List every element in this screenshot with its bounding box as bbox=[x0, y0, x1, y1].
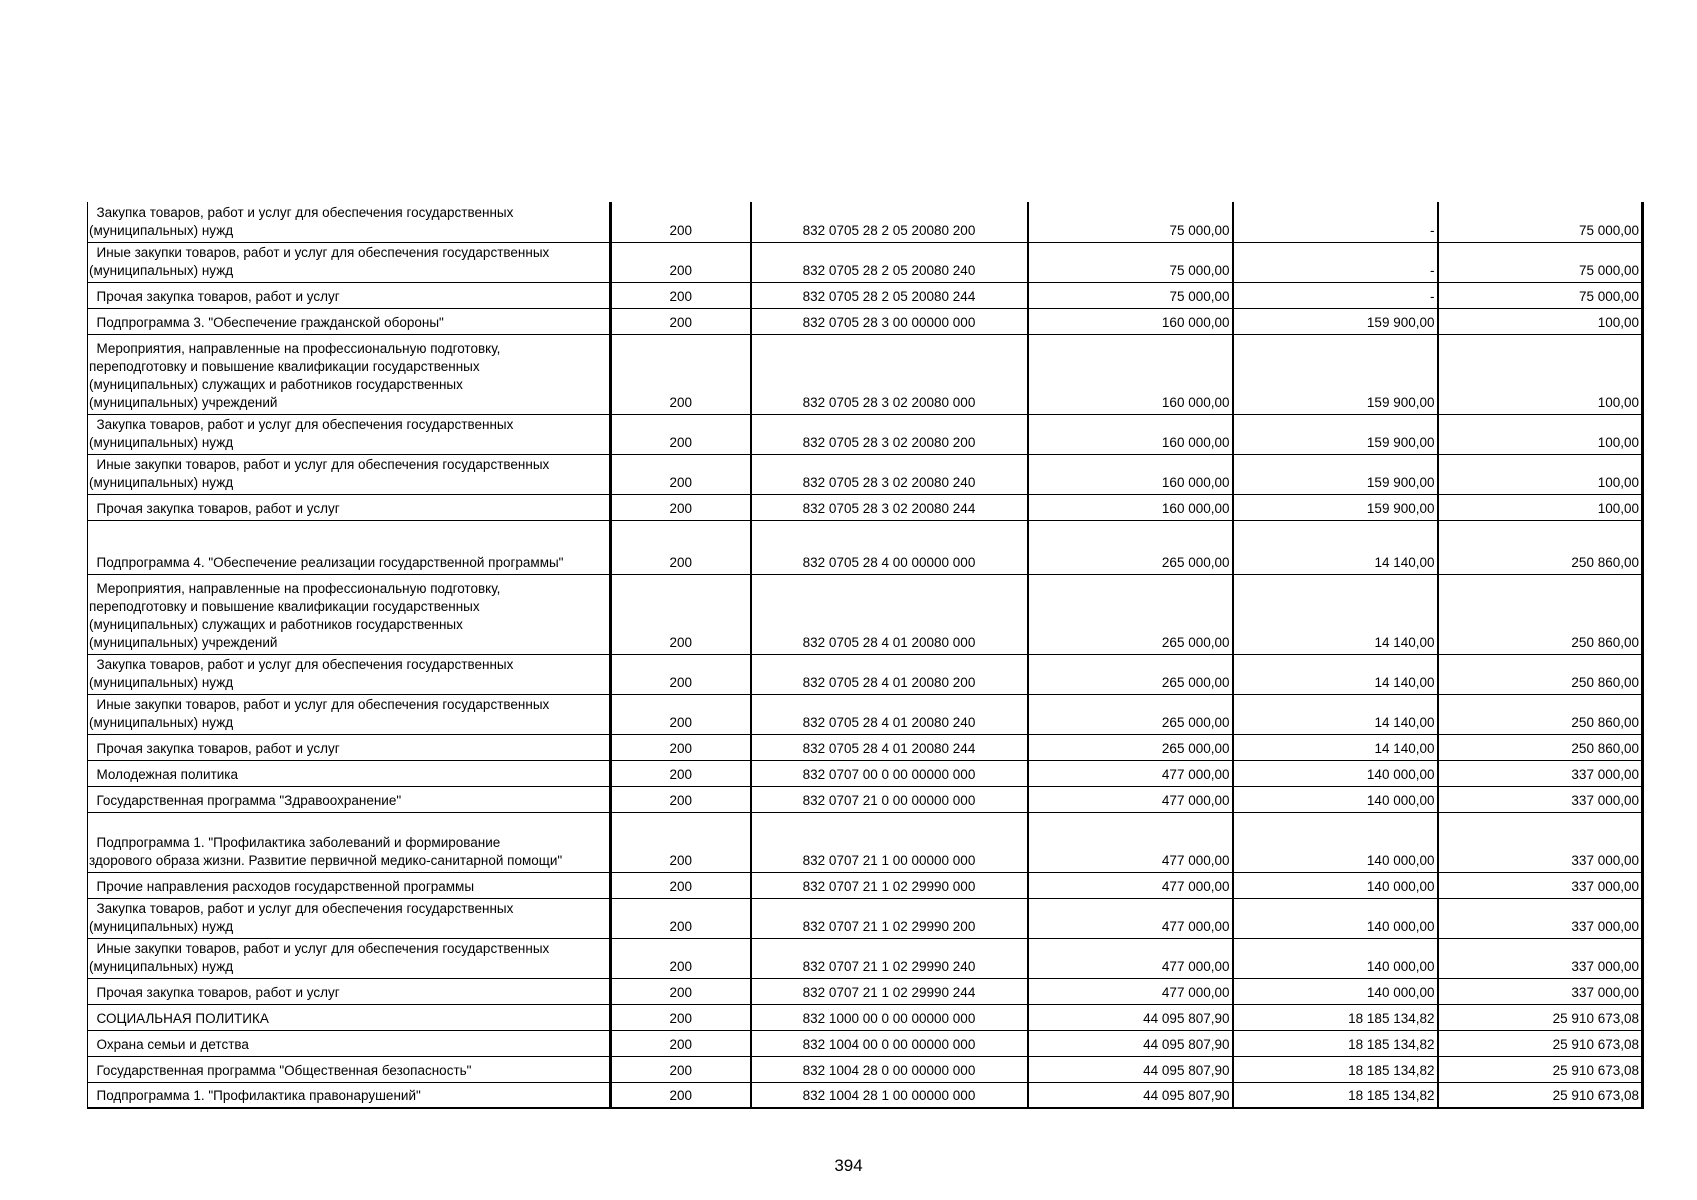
classification-code-cell: 832 0707 21 1 00 00000 000 bbox=[751, 812, 1028, 872]
approved-amount-cell: 477 000,00 bbox=[1028, 760, 1233, 786]
line-code-cell: 200 bbox=[611, 520, 751, 574]
expense-name-cell bbox=[88, 872, 611, 898]
table-row bbox=[88, 334, 1643, 414]
line-code-cell: 200 bbox=[611, 786, 751, 812]
line-code-cell: 200 bbox=[611, 282, 751, 308]
table-row bbox=[88, 1056, 1643, 1082]
executed-amount-cell: 140 000,00 bbox=[1233, 786, 1438, 812]
table-row bbox=[88, 1082, 1643, 1108]
classification-code-cell: 832 0705 28 4 01 20080 000 bbox=[751, 574, 1028, 654]
line-code-cell: 200 bbox=[611, 1056, 751, 1082]
remaining-amount-cell: 337 000,00 bbox=[1438, 760, 1643, 786]
approved-amount-cell: 477 000,00 bbox=[1028, 898, 1233, 938]
remaining-amount-cell: 337 000,00 bbox=[1438, 872, 1643, 898]
executed-amount-cell: 140 000,00 bbox=[1233, 760, 1438, 786]
classification-code-cell: 832 0705 28 3 02 20080 240 bbox=[751, 454, 1028, 494]
approved-amount-cell: 75 000,00 bbox=[1028, 282, 1233, 308]
expense-name-cell bbox=[88, 202, 611, 242]
expense-name-cell bbox=[88, 494, 611, 520]
executed-amount-cell: 140 000,00 bbox=[1233, 978, 1438, 1004]
approved-amount-cell: 265 000,00 bbox=[1028, 574, 1233, 654]
expense-name-text: Государственная программа "Общественная безопасность" bbox=[89, 1062, 472, 1078]
executed-amount-cell: 140 000,00 bbox=[1233, 938, 1438, 978]
executed-amount-cell: 159 900,00 bbox=[1233, 494, 1438, 520]
remaining-amount-cell: 337 000,00 bbox=[1438, 978, 1643, 1004]
expense-name-text: Охрана семьи и детства bbox=[89, 1036, 249, 1052]
expense-name-cell bbox=[88, 938, 611, 978]
approved-amount-cell: 265 000,00 bbox=[1028, 654, 1233, 694]
expense-name-cell bbox=[88, 308, 611, 334]
expense-name-cell bbox=[88, 786, 611, 812]
remaining-amount-cell: 250 860,00 bbox=[1438, 520, 1643, 574]
approved-amount-cell: 44 095 807,90 bbox=[1028, 1082, 1233, 1108]
expense-name-text: СОЦИАЛЬНАЯ ПОЛИТИКА bbox=[89, 1010, 269, 1026]
table-row bbox=[88, 414, 1643, 454]
expense-name-cell bbox=[88, 760, 611, 786]
table-row bbox=[88, 454, 1643, 494]
line-code-cell: 200 bbox=[611, 574, 751, 654]
executed-amount-cell: 18 185 134,82 bbox=[1233, 1056, 1438, 1082]
executed-amount-cell: 140 000,00 bbox=[1233, 872, 1438, 898]
approved-amount-cell: 265 000,00 bbox=[1028, 520, 1233, 574]
expense-name-cell bbox=[88, 978, 611, 1004]
executed-amount-cell: 159 900,00 bbox=[1233, 414, 1438, 454]
expense-name-text: Подпрограмма 1. "Профилактика правонарушений" bbox=[89, 1088, 421, 1103]
remaining-amount-cell: 75 000,00 bbox=[1438, 242, 1643, 282]
classification-code-cell: 832 0705 28 4 00 00000 000 bbox=[751, 520, 1028, 574]
table-row bbox=[88, 242, 1643, 282]
expense-name-text: Подпрограмма 3. "Обеспечение гражданской обороны" bbox=[89, 314, 444, 330]
line-code-cell: 200 bbox=[611, 978, 751, 1004]
classification-code-cell: 832 0707 21 1 02 29990 244 bbox=[751, 978, 1028, 1004]
approved-amount-cell: 44 095 807,90 bbox=[1028, 1030, 1233, 1056]
approved-amount-cell: 160 000,00 bbox=[1028, 308, 1233, 334]
table-row bbox=[88, 1030, 1643, 1056]
executed-amount-cell: 159 900,00 bbox=[1233, 308, 1438, 334]
line-code-cell: 200 bbox=[611, 454, 751, 494]
classification-code-cell: 832 0707 21 1 02 29990 000 bbox=[751, 872, 1028, 898]
remaining-amount-cell: 337 000,00 bbox=[1438, 898, 1643, 938]
approved-amount-cell: 75 000,00 bbox=[1028, 202, 1233, 242]
remaining-amount-cell: 25 910 673,08 bbox=[1438, 1082, 1643, 1108]
remaining-amount-cell: 337 000,00 bbox=[1438, 786, 1643, 812]
expense-name-cell bbox=[88, 334, 611, 414]
line-code-cell: 200 bbox=[611, 898, 751, 938]
executed-amount-cell: 14 140,00 bbox=[1233, 520, 1438, 574]
classification-code-cell: 832 1000 00 0 00 00000 000 bbox=[751, 1004, 1028, 1030]
executed-amount-cell: 18 185 134,82 bbox=[1233, 1082, 1438, 1108]
budget-table bbox=[87, 202, 1644, 1109]
expense-name-text: Иные закупки товаров, работ и услуг для обеспечения государственных (муниципальных) нужд bbox=[89, 940, 550, 974]
executed-amount-cell: 14 140,00 bbox=[1233, 574, 1438, 654]
table-row bbox=[88, 978, 1643, 1004]
remaining-amount-cell: 250 860,00 bbox=[1438, 574, 1643, 654]
line-code-cell: 200 bbox=[611, 202, 751, 242]
approved-amount-cell: 44 095 807,90 bbox=[1028, 1056, 1233, 1082]
approved-amount-cell: 160 000,00 bbox=[1028, 334, 1233, 414]
executed-amount-cell: 14 140,00 bbox=[1233, 734, 1438, 760]
approved-amount-cell: 265 000,00 bbox=[1028, 694, 1233, 734]
expense-name-cell bbox=[88, 1056, 611, 1082]
table-row bbox=[88, 812, 1643, 872]
approved-amount-cell: 160 000,00 bbox=[1028, 414, 1233, 454]
executed-amount-cell: - bbox=[1233, 242, 1438, 282]
classification-code-cell: 832 0705 28 2 05 20080 200 bbox=[751, 202, 1028, 242]
approved-amount-cell: 265 000,00 bbox=[1028, 734, 1233, 760]
line-code-cell: 200 bbox=[611, 812, 751, 872]
expense-name-text: Мероприятия, направленные на профессиональную подготовку, переподготовку и повышение квалификации государственных (муниципальных) служащих и работников государственных (муниципальных) учреждений bbox=[89, 580, 501, 650]
expense-name-text: Прочая закупка товаров, работ и услуг bbox=[89, 500, 340, 516]
executed-amount-cell: 140 000,00 bbox=[1233, 898, 1438, 938]
classification-code-cell: 832 1004 28 0 00 00000 000 bbox=[751, 1056, 1028, 1082]
approved-amount-cell: 75 000,00 bbox=[1028, 242, 1233, 282]
executed-amount-cell: 18 185 134,82 bbox=[1233, 1030, 1438, 1056]
approved-amount-cell: 477 000,00 bbox=[1028, 938, 1233, 978]
classification-code-cell: 832 0705 28 3 02 20080 200 bbox=[751, 414, 1028, 454]
expense-name-text: Иные закупки товаров, работ и услуг для обеспечения государственных (муниципальных) нужд bbox=[89, 696, 550, 730]
remaining-amount-cell: 100,00 bbox=[1438, 494, 1643, 520]
approved-amount-cell: 477 000,00 bbox=[1028, 978, 1233, 1004]
classification-code-cell: 832 0707 00 0 00 00000 000 bbox=[751, 760, 1028, 786]
approved-amount-cell: 44 095 807,90 bbox=[1028, 1004, 1233, 1030]
line-code-cell: 200 bbox=[611, 760, 751, 786]
line-code-cell: 200 bbox=[611, 734, 751, 760]
classification-code-cell: 832 1004 00 0 00 00000 000 bbox=[751, 1030, 1028, 1056]
line-code-cell: 200 bbox=[611, 334, 751, 414]
expense-name-text: Молодежная политика bbox=[89, 766, 239, 782]
classification-code-cell: 832 0705 28 4 01 20080 244 bbox=[751, 734, 1028, 760]
table-row bbox=[88, 938, 1643, 978]
remaining-amount-cell: 250 860,00 bbox=[1438, 694, 1643, 734]
classification-code-cell: 832 0707 21 1 02 29990 240 bbox=[751, 938, 1028, 978]
classification-code-cell: 832 0707 21 1 02 29990 200 bbox=[751, 898, 1028, 938]
remaining-amount-cell: 25 910 673,08 bbox=[1438, 1056, 1643, 1082]
expense-name-text: Закупка товаров, работ и услуг для обеспечения государственных (муниципальных) нужд bbox=[89, 656, 514, 690]
remaining-amount-cell: 25 910 673,08 bbox=[1438, 1004, 1643, 1030]
classification-code-cell: 832 0705 28 2 05 20080 244 bbox=[751, 282, 1028, 308]
classification-code-cell: 832 0707 21 0 00 00000 000 bbox=[751, 786, 1028, 812]
remaining-amount-cell: 75 000,00 bbox=[1438, 202, 1643, 242]
line-code-cell: 200 bbox=[611, 938, 751, 978]
classification-code-cell: 832 0705 28 3 02 20080 244 bbox=[751, 494, 1028, 520]
approved-amount-cell: 477 000,00 bbox=[1028, 786, 1233, 812]
executed-amount-cell: 14 140,00 bbox=[1233, 654, 1438, 694]
expense-name-cell bbox=[88, 1004, 611, 1030]
expense-name-cell bbox=[88, 242, 611, 282]
remaining-amount-cell: 250 860,00 bbox=[1438, 734, 1643, 760]
line-code-cell: 200 bbox=[611, 1082, 751, 1108]
table-row bbox=[88, 694, 1643, 734]
line-code-cell: 200 bbox=[611, 242, 751, 282]
executed-amount-cell: 159 900,00 bbox=[1233, 454, 1438, 494]
expense-name-text: Прочая закупка товаров, работ и услуг bbox=[89, 740, 340, 756]
expense-name-cell bbox=[88, 734, 611, 760]
expense-name-cell bbox=[88, 282, 611, 308]
table-row bbox=[88, 1004, 1643, 1030]
classification-code-cell: 832 0705 28 3 00 00000 000 bbox=[751, 308, 1028, 334]
table-row bbox=[88, 760, 1643, 786]
line-code-cell: 200 bbox=[611, 1030, 751, 1056]
expense-name-cell bbox=[88, 898, 611, 938]
classification-code-cell: 832 0705 28 3 02 20080 000 bbox=[751, 334, 1028, 414]
expense-name-text: Закупка товаров, работ и услуг для обеспечения государственных (муниципальных) нужд bbox=[89, 900, 514, 934]
table-row bbox=[88, 520, 1643, 574]
table-row bbox=[88, 574, 1643, 654]
classification-code-cell: 832 1004 28 1 00 00000 000 bbox=[751, 1082, 1028, 1108]
expense-name-text: Иные закупки товаров, работ и услуг для обеспечения государственных (муниципальных) нужд bbox=[89, 456, 550, 490]
executed-amount-cell: 18 185 134,82 bbox=[1233, 1004, 1438, 1030]
expense-name-text: Государственная программа "Здравоохранение" bbox=[89, 792, 402, 808]
table-row bbox=[88, 202, 1643, 242]
expense-name-text: Прочая закупка товаров, работ и услуг bbox=[89, 984, 340, 1000]
table-row bbox=[88, 786, 1643, 812]
line-code-cell: 200 bbox=[611, 872, 751, 898]
expense-name-text: Прочие направления расходов государственной программы bbox=[89, 878, 475, 894]
expense-name-cell bbox=[88, 414, 611, 454]
table-row bbox=[88, 734, 1643, 760]
executed-amount-cell: 140 000,00 bbox=[1233, 812, 1438, 872]
approved-amount-cell: 477 000,00 bbox=[1028, 872, 1233, 898]
remaining-amount-cell: 337 000,00 bbox=[1438, 938, 1643, 978]
line-code-cell: 200 bbox=[611, 494, 751, 520]
executed-amount-cell: - bbox=[1233, 282, 1438, 308]
expense-name-text: Мероприятия, направленные на профессиональную подготовку, переподготовку и повышение квалификации государственных (муниципальных) служащих и работников государственных (муниципальных) учреждений bbox=[89, 340, 501, 410]
line-code-cell: 200 bbox=[611, 1004, 751, 1030]
table-row bbox=[88, 494, 1643, 520]
table-row bbox=[88, 282, 1643, 308]
classification-code-cell: 832 0705 28 4 01 20080 240 bbox=[751, 694, 1028, 734]
expense-name-cell bbox=[88, 694, 611, 734]
line-code-cell: 200 bbox=[611, 414, 751, 454]
table-row bbox=[88, 308, 1643, 334]
remaining-amount-cell: 100,00 bbox=[1438, 334, 1643, 414]
page-number: 394 bbox=[834, 1156, 863, 1175]
classification-code-cell: 832 0705 28 4 01 20080 200 bbox=[751, 654, 1028, 694]
remaining-amount-cell: 100,00 bbox=[1438, 414, 1643, 454]
expense-name-text: Закупка товаров, работ и услуг для обеспечения государственных (муниципальных) нужд bbox=[89, 416, 514, 450]
line-code-cell: 200 bbox=[611, 654, 751, 694]
expense-name-cell bbox=[88, 812, 611, 872]
expense-name-cell bbox=[88, 1082, 611, 1108]
approved-amount-cell: 160 000,00 bbox=[1028, 454, 1233, 494]
approved-amount-cell: 477 000,00 bbox=[1028, 812, 1233, 872]
expense-name-cell bbox=[88, 454, 611, 494]
table-row bbox=[88, 898, 1643, 938]
executed-amount-cell: - bbox=[1233, 202, 1438, 242]
expense-name-text: Иные закупки товаров, работ и услуг для обеспечения государственных (муниципальных) нужд bbox=[89, 244, 550, 278]
remaining-amount-cell: 25 910 673,08 bbox=[1438, 1030, 1643, 1056]
expense-name-cell bbox=[88, 1030, 611, 1056]
approved-amount-cell: 160 000,00 bbox=[1028, 494, 1233, 520]
expense-name-text: Прочая закупка товаров, работ и услуг bbox=[89, 288, 340, 304]
expense-name-text: Закупка товаров, работ и услуг для обеспечения государственных (муниципальных) нужд bbox=[89, 204, 514, 238]
expense-name-text: Подпрограмма 1. "Профилактика заболеваний и формирование здорового образа жизни. Развитие первичной медико-санитарной помощи" bbox=[89, 834, 563, 868]
line-code-cell: 200 bbox=[611, 308, 751, 334]
table-row bbox=[88, 872, 1643, 898]
remaining-amount-cell: 100,00 bbox=[1438, 308, 1643, 334]
remaining-amount-cell: 337 000,00 bbox=[1438, 812, 1643, 872]
expense-name-text: Подпрограмма 4. "Обеспечение реализации государственной программы" bbox=[89, 554, 564, 570]
remaining-amount-cell: 100,00 bbox=[1438, 454, 1643, 494]
executed-amount-cell: 159 900,00 bbox=[1233, 334, 1438, 414]
executed-amount-cell: 14 140,00 bbox=[1233, 694, 1438, 734]
expense-name-cell bbox=[88, 520, 611, 574]
table-row bbox=[88, 654, 1643, 694]
remaining-amount-cell: 75 000,00 bbox=[1438, 282, 1643, 308]
line-code-cell: 200 bbox=[611, 694, 751, 734]
remaining-amount-cell: 250 860,00 bbox=[1438, 654, 1643, 694]
table-body bbox=[88, 202, 1643, 1108]
expense-name-cell bbox=[88, 654, 611, 694]
expense-name-cell bbox=[88, 574, 611, 654]
classification-code-cell: 832 0705 28 2 05 20080 240 bbox=[751, 242, 1028, 282]
